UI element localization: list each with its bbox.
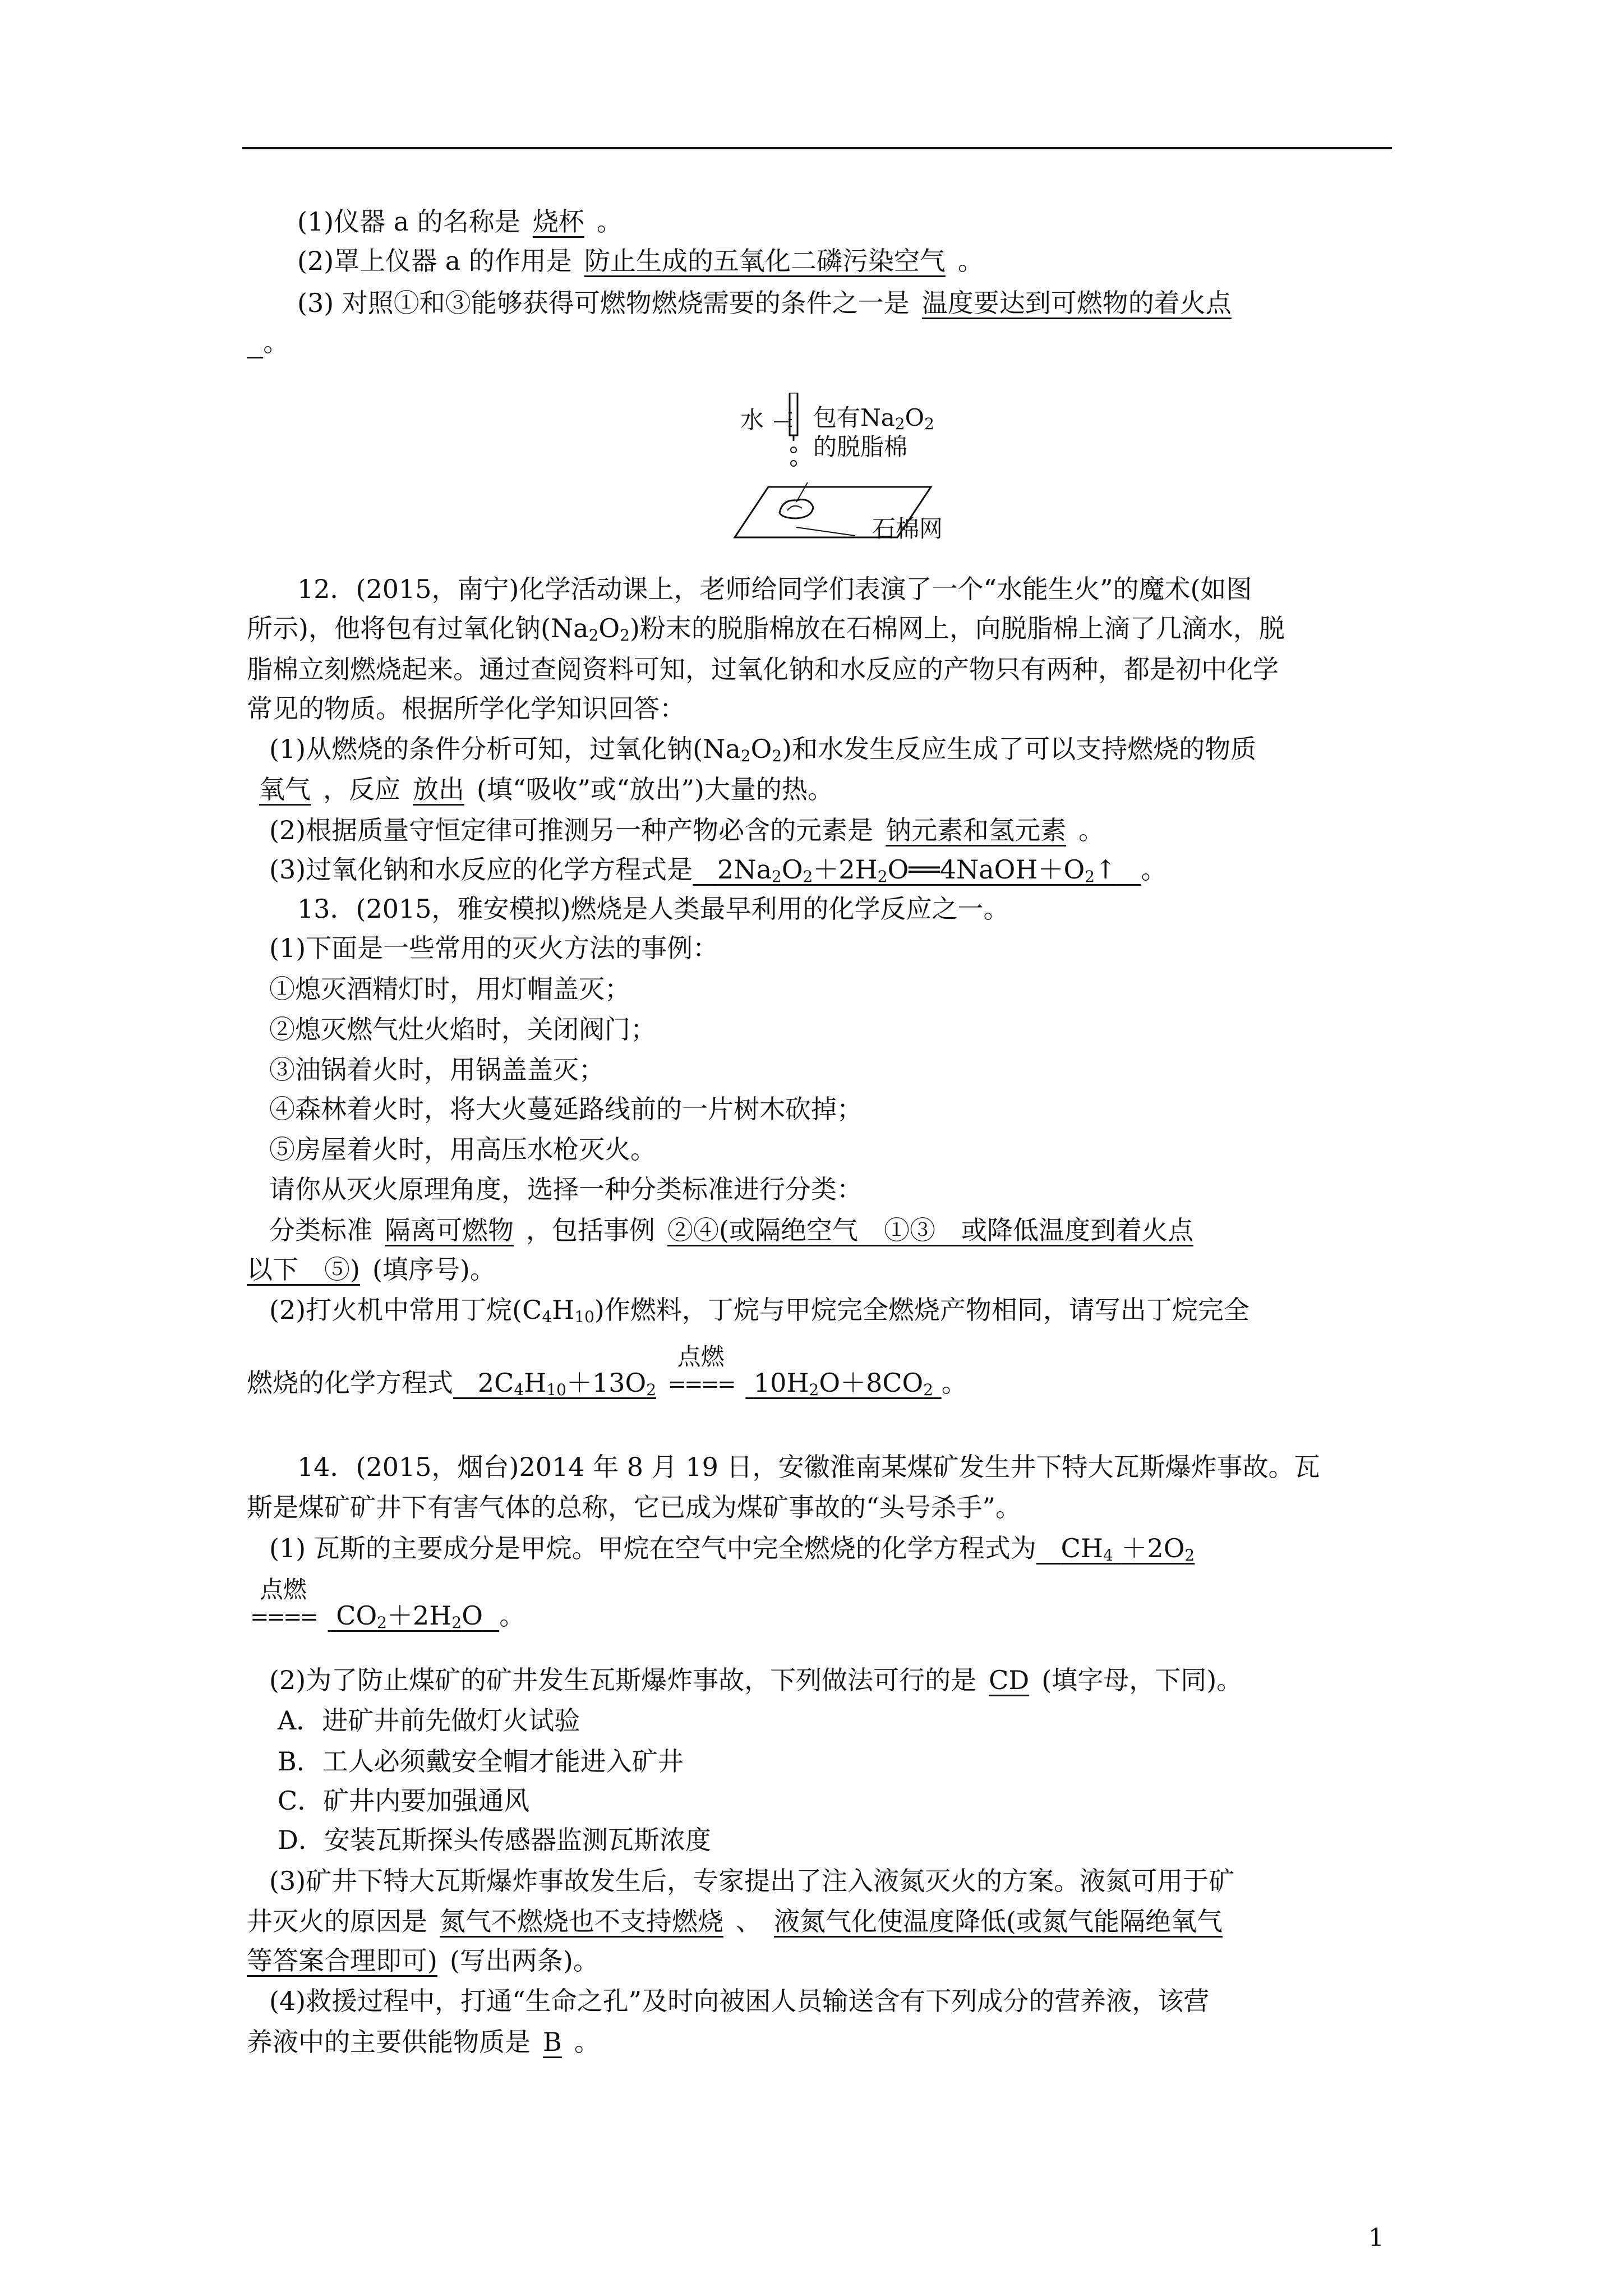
q13-part1: (1)下面是一些常用的灭火方法的事例： (269, 933, 719, 963)
reaction-condition: 点燃 ==== (667, 1343, 734, 1397)
answer-blank: $CH_4 +2O_2$ (1061, 1533, 1195, 1565)
figure-label-pad: 包有$Na_2O_2$ (813, 404, 934, 433)
answer-blank: $2C_4H_{10}+13O_2$ (477, 1368, 657, 1399)
q13-stem: 13．(2015，雅安模拟)燃烧是人类最早利用的化学反应之一。 (297, 894, 1009, 924)
figure-label-water: 水 (740, 406, 764, 434)
q14-part4: (4)救援过程中，打通“生命之孔”及时向被困人员输送含有下列成分的营养液，该营 (269, 1986, 1210, 2016)
answer-blank: $10H_2O+8CO_2$ (753, 1368, 934, 1399)
q13-ask: 请你从灭火原理角度，选择一种分类标准进行分类： (269, 1174, 863, 1204)
figure-label-net: 石棉网 (872, 515, 943, 542)
q12-stem-line1: 12．(2015，南宁)化学活动课上，老师给同学们表演了一个“水能生火”的魔术(如图 (297, 574, 1252, 604)
q14-part3: (3)矿井下特大瓦斯爆炸事故发生后，专家提出了注入液氮灭火的方案。液氮可用于矿 (269, 1866, 1235, 1896)
answer-blank: CD (989, 1665, 1030, 1695)
q12-part1: (1)从燃烧的条件分析可知，过氧化钠$(Na_2O_2)$和水发生反应生成了可以支持燃烧的物质 (269, 734, 1257, 765)
q11-part3-cont: 。 (263, 327, 289, 357)
answer-blank: B (543, 2027, 562, 2057)
answer-blank: 温度要达到可燃物的着火点 (921, 288, 1232, 318)
q12-stem-line4: 常见的物质。根据所学化学知识回答： (247, 693, 685, 724)
q14-part1: (1) 瓦斯的主要成分是甲烷。甲烷在空气中完全燃烧的化学方程式为 $CH_4 +2O_2$ (269, 1533, 1195, 1565)
q13-classify-cont: 以下 ⑤) (填序号)。 (247, 1254, 496, 1285)
q11-part2: (2)罩上仪器 a 的作用是 防止生成的五氧化二磷污染空气 。 (297, 246, 984, 276)
q13-example-5: ⑤房屋着火时，用高压水枪灭火。 (269, 1134, 656, 1165)
figure-label-pad-2: 的脱脂棉 (813, 433, 908, 461)
answer-blank: ②④(或隔绝空气 ①③ 或降低温度到着火点 (667, 1215, 1193, 1245)
q13-part2-equation: 燃烧的化学方程式 $2C_4H_{10}+13O_2$ 点燃 ==== $10H_2O+8CO_2$ 。 (247, 1343, 967, 1399)
q13-example-4: ④森林着火时，将大火蔓延路线前的一片树木砍掉； (269, 1094, 863, 1124)
answer-blank: 氮气不燃烧也不支持燃烧 (440, 1906, 723, 1936)
q14-part4-cont: 养液中的主要供能物质是 B 。 (247, 2027, 600, 2057)
q14-option-c: C．矿井内要加强通风 (278, 1786, 530, 1816)
q14-option-d: D．安装瓦斯探头传感器监测瓦斯浓度 (278, 1825, 711, 1855)
q12-part1-cont: 氧气 ，反应 放出 (填“吸收”或“放出”)大量的热。 (0, 764, 1623, 815)
header-rule (242, 147, 1392, 149)
q14-part3-cont2: 等答案合理即可) (写出两条)。 (247, 1945, 599, 1976)
q12-part3: (3)过氧化钠和水反应的化学方程式是 $2Na_2O_2+2H_2O══4NaOH+O_2↑$ 。 (269, 854, 1167, 886)
experiment-figure (718, 393, 953, 544)
q13-example-2: ②熄灭燃气灶火焰时，关闭阀门； (269, 1014, 656, 1045)
reaction-condition: 点燃 ==== (250, 1576, 317, 1630)
q14-part1-equation: 点燃 ==== $CO_2+2H_2O$ 。 (0, 1590, 1623, 1641)
q14-option-b: B．工人必须戴安全帽才能进入矿井 (278, 1746, 684, 1777)
answer-blank: 液氮气化使温度降低(或氮气能隔绝氧气 (774, 1906, 1223, 1936)
q14-part2: (2)为了防止煤矿的矿井发生瓦斯爆炸事故，下列做法可行的是 CD (填字母，下同)。 (269, 1665, 1243, 1695)
q12-stem-line3: 脂棉立刻燃烧起来。通过查阅资料可知，过氧化钠和水反应的产物只有两种，都是初中化学 (247, 654, 1279, 684)
answer-blank: $2Na_2O_2+2H_2O══4NaOH+O_2↑$ (717, 854, 1117, 886)
q13-part2: (2)打火机中常用丁烷$(C_4H_{10})$作燃料，丁烷与甲烷完全燃烧产物相同，请写出丁烷完全 (269, 1295, 1249, 1326)
answer-blank: $CO_2+2H_2O$ (336, 1600, 483, 1632)
q14-stem-line2: 斯是煤矿矿井下有害气体的总称，它已成为煤矿事故的“头号杀手”。 (247, 1492, 1022, 1522)
q13-classify: 分类标准 隔离可燃物 ，包括事例 ②④(或隔绝空气 ①③ 或降低温度到着火点 (0, 1205, 1623, 1255)
answer-blank: 等答案合理即可) (247, 1945, 437, 1976)
q13-example-3: ③油锅着火时，用锅盖盖灭； (269, 1055, 605, 1085)
q14-option-a: A．进矿井前先做灯火试验 (278, 1705, 580, 1736)
page-number: 1 (1368, 2224, 1384, 2252)
answer-blank: 烧杯 (532, 206, 584, 237)
q11-part3: (3) 对照①和③能够获得可燃物燃烧需要的条件之一是 温度要达到可燃物的着火点 (0, 278, 1623, 328)
answer-blank: 放出 (413, 774, 464, 804)
answer-blank: 隔离可燃物 (385, 1215, 514, 1245)
q11-part1: (1)仪器 a 的名称是 烧杯 。 (297, 206, 623, 237)
q13-example-1: ①熄灭酒精灯时，用灯帽盖灭； (269, 974, 630, 1004)
answer-blank: 防止生成的五氧化二磷污染空气 (584, 246, 946, 276)
q12-part2: (2)根据质量守恒定律可推测另一种产物必含的元素是 钠元素和氢元素 。 (269, 815, 1105, 845)
q14-part3-cont: 井灭火的原因是 氮气不燃烧也不支持燃烧 、 液氮气化使温度降低(或氮气能隔绝氧气 (0, 1896, 1623, 1947)
q14-stem-line1: 14．(2015，烟台)2014 年 8 月 19 日，安徽淮南某煤矿发生井下特大瓦斯爆炸事故。瓦 (297, 1452, 1320, 1482)
answer-blank: 钠元素和氢元素 (886, 815, 1067, 845)
answer-blank: 以下 ⑤) (247, 1254, 360, 1285)
q12-stem-line2: 所示)，他将包有过氧化钠$(Na_2O_2)$粉末的脱脂棉放在石棉网上，向脱脂棉上滴了几滴水，脱 (247, 613, 1285, 645)
answer-blank: 氧气 (259, 774, 311, 804)
